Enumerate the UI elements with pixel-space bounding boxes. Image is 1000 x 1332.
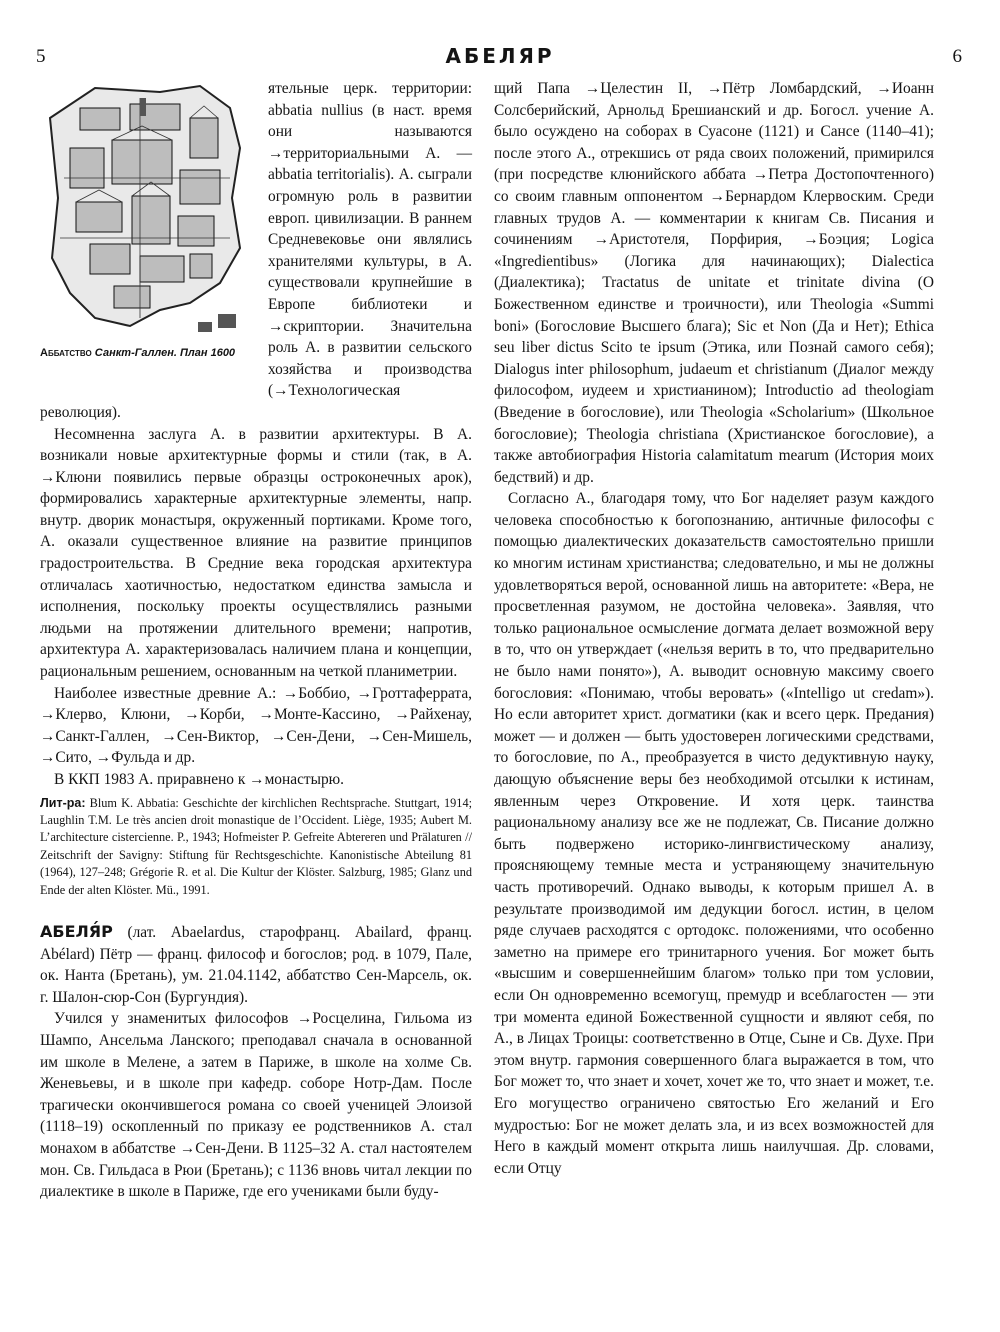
right-column bbox=[494, 78, 934, 1179]
page-number-right: 6 bbox=[952, 46, 962, 67]
left-column bbox=[40, 78, 472, 1203]
figure-caption bbox=[40, 346, 258, 360]
figure-abbey-plan bbox=[40, 78, 258, 383]
running-title: АБЕЛЯР bbox=[445, 44, 555, 68]
figure-caption-title: Аббатство bbox=[40, 347, 92, 359]
page-number-left: 5 bbox=[36, 46, 46, 67]
paragraph-doctrine: Согласно А., благодаря тому, что Бог наделяет разум каждого человека способностью к богопознанию, античные философы с помощью диалектических доказательств самостоятельно пришли ко многим истинам христианства; следовательно, и мы не должны удовлетворяться верой, основанной лишь на авторитете: «Вера, не просветленная разумом, не достойна человека». Заявляя, что только рациональное осмысление догмата делает возможной веру в то, что он утверждает («нельзя верить в то, что предварительно не было нами понято»), А. выводит основную максиму своего богословия: «Понимаю, чтобы веровать» («Intelligo ut credam»). Но если авторитет христ. догматики (как и всего церк. Предания) может — и должен — быть удостоверен логическими средствами, то богословие, по А., преобразуется в чисто дедуктивную науку, дающую объяснение веры без необходимой отсылки к истинам, явленным через Откровение. И хотя церк. таинства рациональному анализу все же не подлежат, Св. Писание должно быть подвержено историко-лингвистическому анализу, проясняющему темные места и устраняющему значительную часть противоречий. Однако выводы, к которым пришел А. в результате производимой им дедукции богосл. истин, в целом ряде случаев расходятся с ортодокс. положениями, что особенно заметно на примере его тринитарного учения. Бог может быть «высшим и совершеннейшим благом» только при том условии, если Он одновременно всемогущ, премудр и всеблагостен — эти три момента единой Божественной сущности и являют себя, по А., в Лицах Троицы: соответственно в Отце, Сыне и Св. Духе. При этом внутр. гармония совершенного блага выражается в том, что Бог может то, что знает и хочет, хочет же то, что знает и может, т.е. Его могущество ограничено святостью Его желаний и Его мудростью: Бог не может делать зла, и из всех возможностей для Него в каждый момент открыта лишь наилучшая. Др. словами, если Отцу bbox=[494, 490, 934, 1177]
paragraph-biography: Учился у знаменитых философов →Росцелина, Гильома из Шампо, Ансельма Ланского; преподавал сначала в основанной им школе в Мелене, а затем в Париже, в школе на холме Св. Женевьевы, и в школе при кафедр. соборе Нотр-Дам. После трагически окончившегося романа со своей ученицей Элоизой (1118–19) оскопленный по приказу ее родственников А. стал монахом в аббатстве →Сен-Дени. В 1125–32 А. стал настоятелем мон. Св. Гильдаса в Рюи (Бретань); с 1136 вновь читал лекции по диалектике в школе в Париже, где его учениками были буду- bbox=[40, 1010, 472, 1201]
paragraph-architecture: Несомненна заслуга А. в развитии архитектуры. В А. возникали новые архитектурные формы и стили (так, в А. →Клюни появились первые образцы остроконечных арок), формировались характерные архитектурные элементы, напр. внутр. дворик монастыря, окруженный портиками. Кроме того, А. оказали существенное влияние на развитие принципов градостроительства. В Средние века городская архитектура отличалась хаотичностью, недостатком единства замысла и исполнения, поскольку проекты осуществлялись разными людьми на протяжении длительного времени; напротив, архитектура А. характеризовалась наличием плана и концепции, рациональным решением, основанным на четкой планиметрии. bbox=[40, 425, 472, 681]
bibliography-label: Лит-ра: bbox=[40, 795, 86, 810]
figure-caption-text: Санкт-Галлен. План 1600 bbox=[94, 347, 236, 359]
running-header bbox=[30, 40, 970, 76]
bibliography-text: Blum K. Abbatia: Geschichte der kirchlichen Rechtsprache. Stuttgart, 1914; Laughlin T.M. Le très ancien droit monastique de l’Occident. Liège, 1935; Aubert M. L’architecture cistercienne. P., 1943; Hofmeister P. Gefreite Abtereren und Prälaturen // Zeitschrift der Savigny: Stiftung für Rechtsgeschichte. Kanonistische Abteilung 81 (1964), 127–248; Grégorie R. et al. Die Kultur der Klöster. Salzburg, 1985; Glanz und Ende der alten Klöster. Mü., 1991. bbox=[40, 795, 473, 897]
abbey-plan-illustration bbox=[40, 78, 250, 340]
entry-abelard bbox=[40, 921, 472, 1203]
paragraph-intro: ятельные церк. территории: abbatia nullius (в наст. время они называются →территориальными А. — abbatia territorialis). А. сыграли огромную роль в развитии европ. цивилизации. В раннем Средневековье они являлись хранителями культуры, в А. существовали крупнейшие в Европе библиотеки и →скриптории. Значительна роль А. в развитии сельского хозяйства и производства (→Технологическая революция). bbox=[40, 80, 472, 421]
bibliography bbox=[40, 795, 472, 899]
paragraph-canon-law: В ККП 1983 А. приравнено к →монастырю. bbox=[54, 771, 345, 788]
entry-headword: АБЕЛЯ́Р bbox=[40, 922, 113, 942]
paragraph-famous-abbeys: Наиболее известные древние А.: →Боббио, →Гроттаферрата, →Клерво, Клюни, →Корби, →Монте-Кассино, →Райхенау, →Санкт-Галлен, →Сен-Виктор, →Сен-Дени, →Сен-Мишель, →Сито, →Фульда и др. bbox=[40, 684, 472, 767]
paragraph-works: щий Папа →Целестин II, →Пётр Ломбардский, →Иоанн Солсберийский, Арнольд Брешианский и др. Богосл. учение А. было осуждено на соборах в Суасоне (1121) и Сансе (1140–41); после этого А., отрекшись от ряда своих положений, примирился (при посредстве клюнийского аббата →Петра Достопочтенного) со своим главным оппонентом →Бернардом Клервоским. Среди главных трудов А. — комментарии к книгам Св. Писания и сочинениям →Аристотеля, Порфирия, →Боэция; Logica «Ingredientibus» (Логика для начинающих); Dialectica (Диалектика); Tractatus de unitate et trinitate divina (О Божественном единстве и троичности), или Theologia «Summi boni» (Богословие Высшего блага); Sic et Non (Да и Нет); Ethica seu liber dictus Scito te ipsum (Этика, или Познай самого себя); Dialogus inter philosophum, judaeum et christianum (Диалог между философом, иудеем и христианином); Introductio ad theologiam (Введение в богословие), или Theologia «Scholarium» (Школьное богословие); Theologia christiana (Христианское богословие), а также автобиография Historia calamitatum mearum (История моих бедствий) и др. bbox=[494, 80, 934, 486]
entry-definition: (лат. Abaelardus, старофранц. Abailard, франц. Abélard) Пётр — франц. философ и богослов; род. в 1079, Пале, ок. Нанта (Бретань), ум. 21.04.1142, аббатство Сен-Марсель, ок. г. Шалон-сюр-Сон (Бургундия). bbox=[40, 924, 472, 1006]
